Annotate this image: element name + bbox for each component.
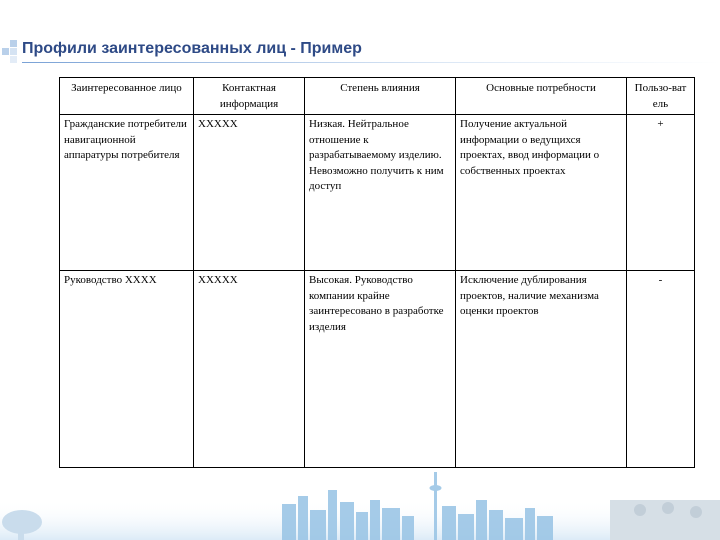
slide-title: Профили заинтересованных лиц - Пример bbox=[22, 40, 362, 57]
cell-contact-info: XXXXX bbox=[194, 115, 305, 271]
header-stakeholder: Заинтересованное лицо bbox=[60, 78, 194, 115]
header-user: Пользо-ват ель bbox=[627, 78, 695, 115]
table-row bbox=[60, 115, 695, 271]
title-underline bbox=[22, 62, 720, 63]
cell-contact-info: XXXXX bbox=[194, 271, 305, 468]
stakeholder-profile-table bbox=[59, 77, 695, 468]
cell-stakeholder: Руководство XXXX bbox=[60, 271, 194, 468]
office-people-image bbox=[610, 500, 720, 540]
cell-influence: Высокая. Руководство компании крайне заинтересовано в разработке изделия bbox=[305, 271, 456, 468]
cell-needs: Получение актуальной информации о ведущихся проектах, ввод информации о собственных проектах bbox=[456, 115, 627, 271]
header-influence: Степень влияния bbox=[305, 78, 456, 115]
cell-user: - bbox=[627, 271, 695, 468]
cell-stakeholder: Гражданские потребители навигационной аппаратуры потребителя bbox=[60, 115, 194, 271]
table-header-row bbox=[60, 78, 695, 115]
header-contact-info: Контактная информация bbox=[194, 78, 305, 115]
cell-influence: Низкая. Нейтральное отношение к разрабатываемому изделию. Невозможно получить к ним доступ bbox=[305, 115, 456, 271]
table-row bbox=[60, 271, 695, 468]
cell-needs: Исключение дублирования проектов, наличие механизма оценки проектов bbox=[456, 271, 627, 468]
city-skyline-decoration bbox=[0, 460, 720, 540]
header-needs: Основные потребности bbox=[456, 78, 627, 115]
cell-user: + bbox=[627, 115, 695, 271]
